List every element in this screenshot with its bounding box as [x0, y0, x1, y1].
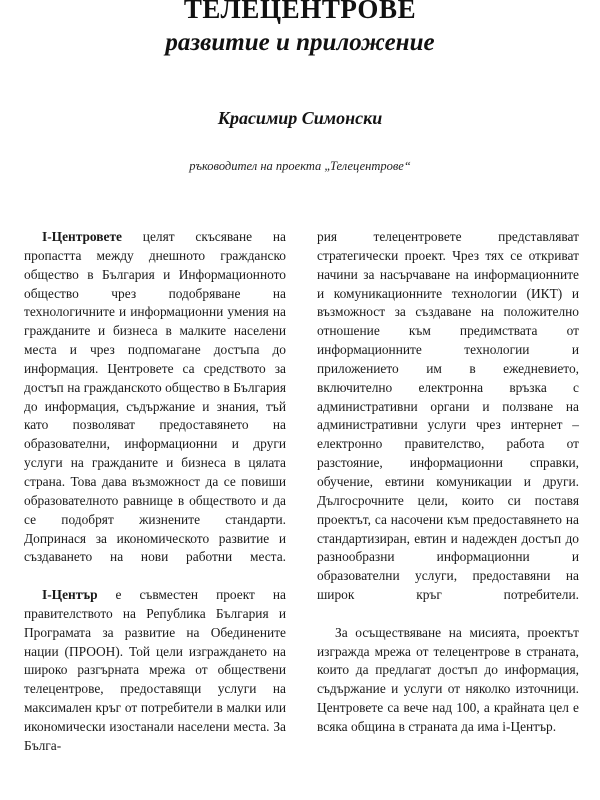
- paragraph-text: рия телецентровете представляват стратегически проект. Чрез тях се откриват начини за насърчаване на информационните и комуникационните технологии (ИКТ) и възможност за създаване на положително отношение към предимствата от информационните технологии и приложението им в ежедневието, включително електронна връзка с административни органи и ползване на административни услуги чрез интернет – електронно правителство, работа от разстояние, информационни справки, обучение, евтини комуникации и други. Дългосрочните цели, които си поставя проектът, са насочени към предоставянето на стандартизиран, евтин и надежден достъп до разнообразни информационни и образователни услуги, предоставяни на широк кръг потребители.: [317, 229, 579, 603]
- paragraph-text: е съвместен проект на правителството на Република България и Програмата за развитие на Обединените нации (ПРООН). Той цели изграждането на широко разгърната мрежа от обществени телецентрове, предоставящи услуги на максимален кръг от потребители в малки или икономически изостанали населени места. За Бълга-: [24, 587, 286, 753]
- paragraph-text: целят скъсяване на пропастта между днешното гражданско общество в България и Информационното общество чрез подобряване на технологичните и информационни умения на гражданите и бизнеса в малките населени места и чрез подпомагане достъпа до информация. Центровете са средството за достъп на гражданското общество в България до информация, съдържание и знания, тъй като позволяват предоставянето на образователни, информационни и други услуги на гражданите и бизнеса в цялата страна. Това дава възможност да се повиши образователното равнище в обществото и да се подобрят жизнените стандарти. Допринася за икономическото развитие и създаването на нови работни места.: [24, 229, 286, 565]
- column-left: [24, 228, 286, 756]
- masthead: [0, 0, 600, 58]
- column-right: [317, 228, 579, 737]
- paragraph: [317, 624, 579, 737]
- page-title: ТЕЛЕЦЕНТРОВЕ: [183, 0, 417, 24]
- paragraph-text: За осъществяване на мисията, проектът изгражда мрежа от телецентрове в страната, които да предлагат достъп до информация, съдържание и услуги от няколко източници. Центровете са вече над 100, а крайната цел е всяка община в страната да има i-Център.: [317, 624, 579, 734]
- article-body: [0, 228, 600, 800]
- paragraph-lead: I-Център: [42, 587, 98, 603]
- paragraph: [24, 586, 286, 756]
- paragraph: [24, 228, 286, 567]
- page-subtitle: развитие и приложение: [165, 29, 435, 56]
- author-affiliation: ръководител на проекта „Телецентрове“: [189, 159, 411, 173]
- paragraph: [317, 228, 579, 605]
- author-name: Красимир Симонски: [217, 108, 383, 128]
- paragraph-lead: I-Центровете: [42, 229, 122, 244]
